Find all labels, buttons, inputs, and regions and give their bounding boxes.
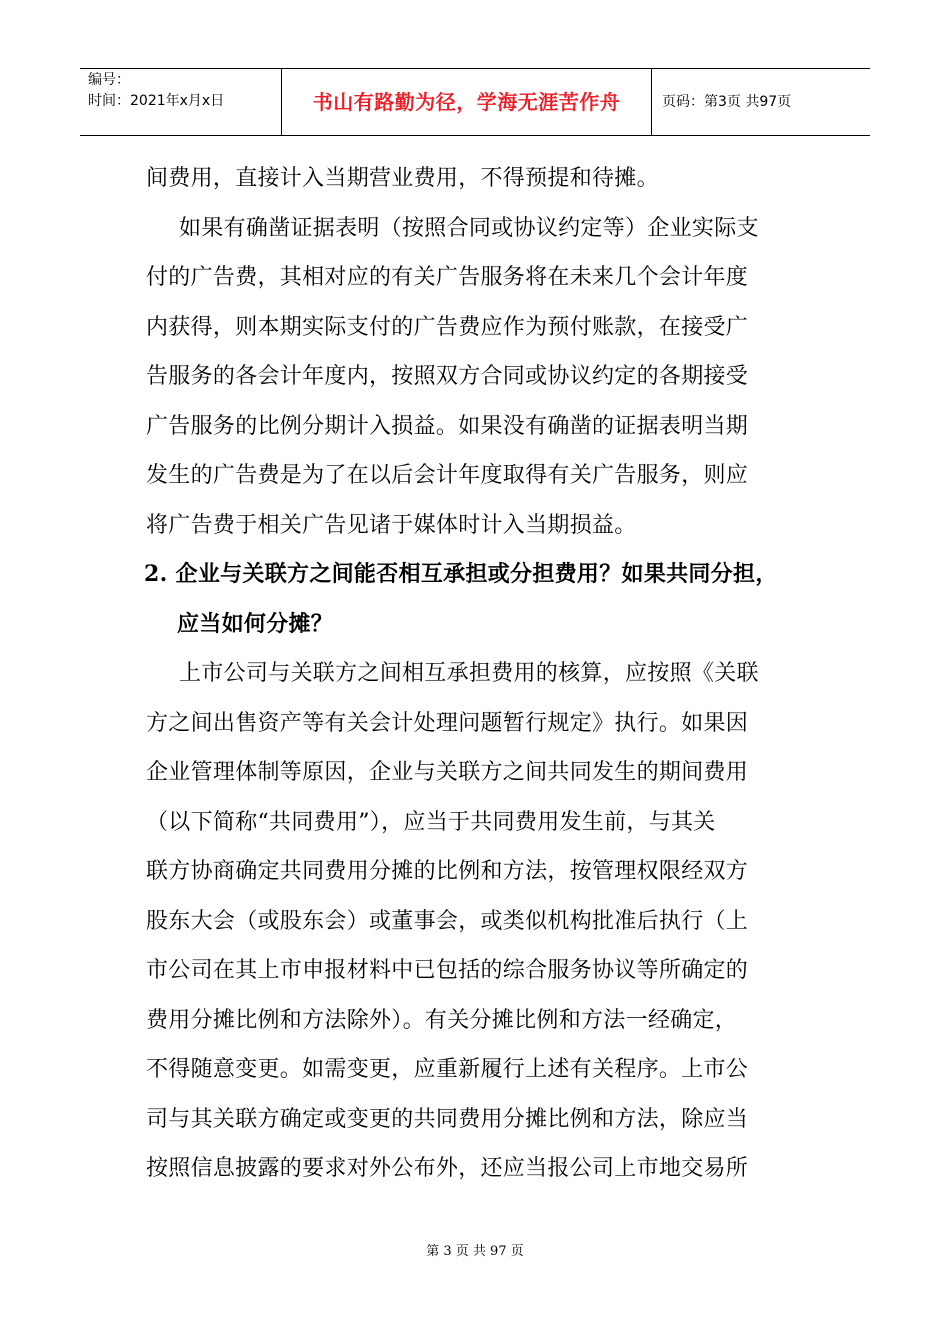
document-date: 时间：2021年x月x日 <box>88 93 225 109</box>
paragraph-line: 内获得，则本期实际支付的广告费应作为预付账款，在接受广 <box>146 314 749 340</box>
page-footer: 第 3 页 共 97 页 <box>426 1244 524 1259</box>
paragraph-line: 发生的广告费是为了在以后会计年度取得有关广告服务，则应 <box>146 463 749 488</box>
paragraph-line: 按照信息披露的要求对外公布外，还应当报公司上市地交易所 <box>146 1156 749 1181</box>
paragraph-line: 联方协商确定共同费用分摊的比例和方法，按管理权限经双方 <box>146 859 749 884</box>
section-heading: 2. 企业与关联方之间能否相互承担或分担费用？如果共同分担， <box>144 561 778 587</box>
paragraph-line: 上市公司与关联方之间相互承担费用的核算，应按照《关联 <box>179 661 759 686</box>
header-motto-cell <box>282 69 652 135</box>
paragraph-line: 付的广告费，其相对应的有关广告服务将在未来几个会计年度 <box>146 265 749 290</box>
document-number-label: 编号： <box>88 72 130 88</box>
paragraph-line: 方之间出售资产等有关会计处理问题暂行规定》执行。如果因 <box>146 710 749 736</box>
paragraph-line: 如果有确凿证据表明（按照合同或协议约定等）企业实际支 <box>179 215 759 241</box>
paragraph-line: 市公司在其上市申报材料中已包括的综合服务协议等所确定的 <box>146 958 749 983</box>
header-page-cell <box>652 69 870 135</box>
header-meta-cell <box>80 69 282 135</box>
paragraph-line: 司与其关联方确定或变更的共同费用分摊比例和方法，除应当 <box>146 1106 749 1132</box>
paragraph-line: 广告服务的比例分期计入损益。如果没有确凿的证据表明当期 <box>146 413 749 439</box>
paragraph-line: （以下简称“共同费用”），应当于共同费用发生前，与其关 <box>146 809 716 835</box>
paragraph-line: 告服务的各会计年度内，按照双方合同或协议约定的各期接受 <box>146 364 749 389</box>
header-motto: 书山有路勤为径，学海无涯苦作舟 <box>312 90 621 114</box>
section-heading-continued: 应当如何分摊？ <box>177 610 334 637</box>
paragraph-line: 费用分摊比例和方法除外）。有关分摊比例和方法一经确定， <box>146 1007 738 1033</box>
paragraph-line: 不得随意变更。如需变更，应重新履行上述有关程序。上市公 <box>146 1057 749 1082</box>
paragraph-line: 企业管理体制等原因，企业与关联方之间共同发生的期间费用 <box>146 760 749 785</box>
page-header <box>80 68 870 136</box>
header-page-number: 页码：第3页 共97页 <box>662 94 792 110</box>
paragraph-line: 股东大会（或股东会）或董事会，或类似机构批准后执行（上 <box>146 908 749 934</box>
paragraph-line: 间费用，直接计入当期营业费用，不得预提和待摊。 <box>146 166 659 191</box>
paragraph-line: 将广告费于相关广告见诸于媒体时计入当期损益。 <box>146 512 637 538</box>
document-body <box>146 154 806 1194</box>
